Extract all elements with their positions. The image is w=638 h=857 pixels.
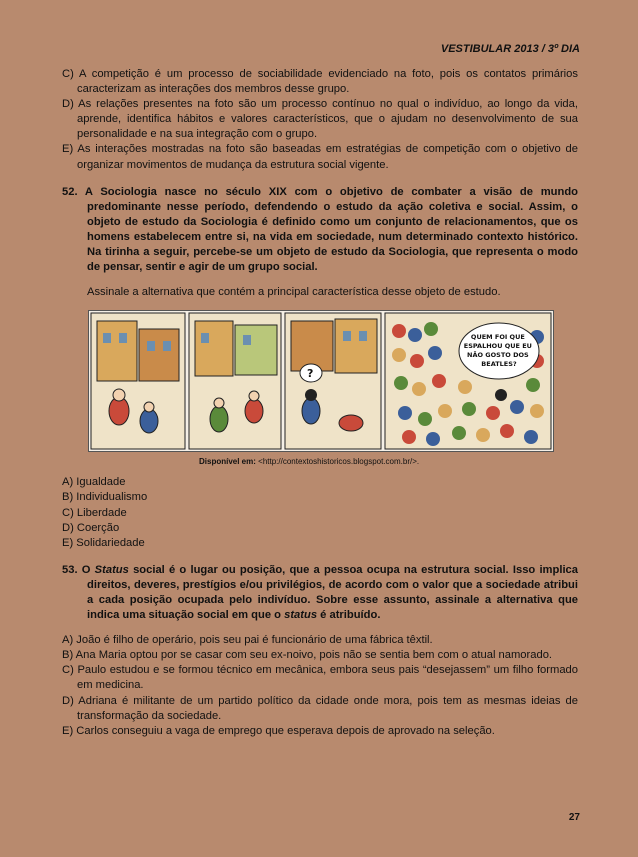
question-52-options [62,475,578,550]
q52-option-b: B) Individualismo [62,491,148,504]
page-number: 27 [568,812,580,823]
prev-option-e: E) As interações mostradas na foto são baseadas em estratégias de competição com o objetivo de organizar movimentos de mudança da estrutura social vigente. [62,143,578,171]
comic-caption [199,456,578,467]
q53-option-e: E) Carlos conseguiu a vaga de emprego que esperava depois de aprovado na seleção. [62,724,495,737]
caption-label: Disponível em: [199,457,256,467]
q52-option-d: D) Coerção [62,521,120,534]
status-term: Status [94,563,129,576]
q53-option-c: C) Paulo estudou e se formou técnico em mecânica, embora seus pais “desejassem” um filho formado em medicina. [62,664,578,692]
q52-option-a: A) Igualdade [62,476,126,489]
q53-option-a: A) João é filho de operário, pois seu pai é funcionário de uma fábrica têxtil. [62,634,433,647]
q53-option-b: B) Ana Maria optou por se casar com seu ex-noivo, pois não se sentia bem com o atual namorado. [62,649,553,662]
caption-source: <http://contextoshistoricos.blogspot.com.br/>. [258,457,420,467]
question-53-options [62,633,578,739]
comic-question-mark: ? [307,367,314,381]
question-52-instruction: Assinale a alternativa que contém a principal característica desse objeto de estudo. [87,286,501,299]
prev-option-c: C) A competição é um processo de sociabilidade evidenciado na foto, pois os contatos primários caracterizam as interações dos membros desse grupo. [62,68,578,96]
q53-option-d: D) Adriana é militante de um partido político da cidade onde mora, pois tem as mesmas ideias de transformação da sociedade. [62,694,578,722]
q52-option-e: E) Solidariedade [62,536,145,549]
prev-option-d: D) As relações presentes na foto são um processo contínuo no qual o indivíduo, ao longo da vida, aprende, identifica hábitos e valores característicos, que o ajudam no desenvolvimento de sua personalidade e na sua integração com o grupo. [62,98,578,141]
q52-option-c: C) Liberdade [62,506,127,519]
comic-strip [88,310,554,452]
page-header: VESTIBULAR 2013 / 3º DIA [440,43,580,55]
status-term-2: status [284,609,318,622]
comic-speech-bubble: QUEM FOI QUE ESPALHOU QUE EU NÃO GOSTO DOS BEATLES? [463,333,532,369]
page-content [62,67,578,739]
comic-strip-drawing [89,311,553,451]
question-53-statement: 53. O Status social é o lugar ou posição, que a pessoa ocupa na estrutura social. Isso implica direitos, deveres, prestígios e/ou privilégios, de acordo com o valor que a sociedade atribui a cada posição ocupada pelo indivíduo. Sobre esse assunto, assinale a alternativa que indica uma situação social em que o status é atribuído. [62,563,578,622]
question-52-statement: 52. A Sociologia nasce no século XIX com o objetivo de combater a visão de mundo predominante nesse período, defendendo o estudo da ação coletiva e social. Assim, o objeto de estudo da Sociologia é definido como um conjunto de relacionamentos, que os homens estabelecem entre si, na vida em sociedade, num determinado contexto histórico. Na tirinha a seguir, percebe-se um objeto de estudo da Sociologia, que representa o modo de pensar, sentir e agir de um grupo social. [62,185,578,274]
